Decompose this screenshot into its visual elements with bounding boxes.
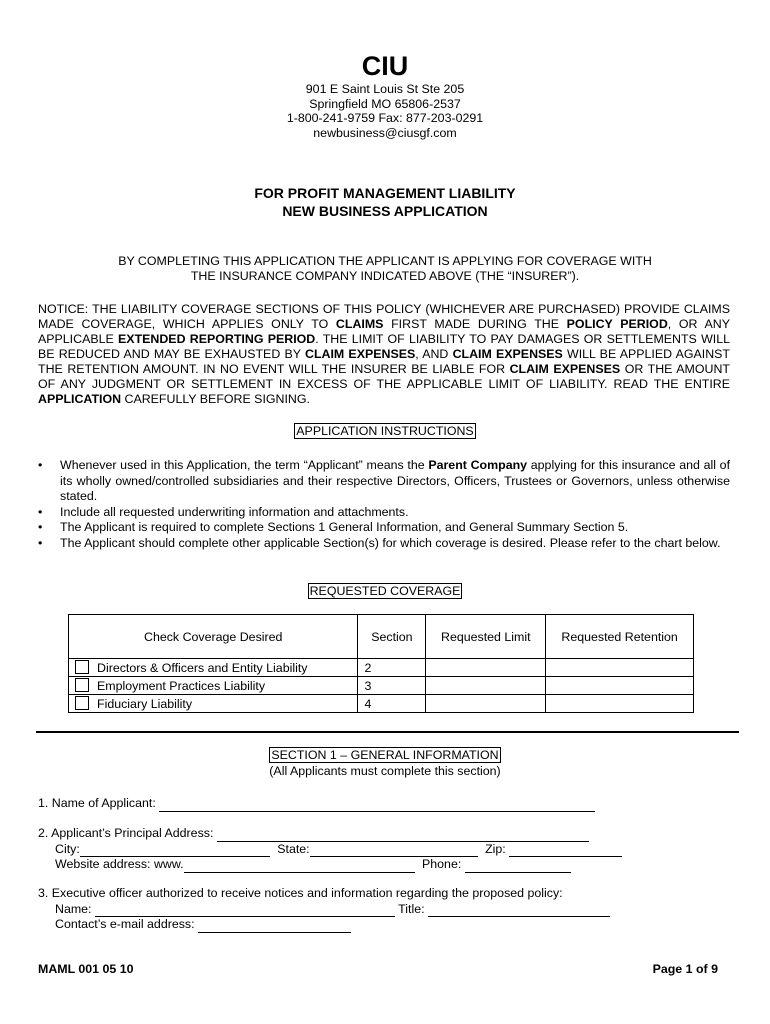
question-2 (38, 826, 738, 873)
list-item-bold: Parent Company (428, 458, 528, 472)
field-label: Website address: www. (55, 857, 184, 871)
bullet-icon: • (38, 535, 43, 550)
field-label: City: (55, 841, 80, 856)
notice-text: OR THE AMOUNT OF ANY JUDGMENT OR SETTLEMENT IN EXCESS OF THE APPLICABLE LIMIT OF LIABILITY. READ THE ENTIRE (38, 362, 730, 391)
notice-paragraph (38, 302, 730, 407)
notice-bold: POLICY PERIOD (566, 317, 668, 331)
coverage-label: Directors & Officers and Entity Liability (97, 660, 308, 675)
table-row (69, 677, 694, 695)
contact-email-field[interactable] (198, 919, 351, 933)
intro-line-2: THE INSURANCE COMPANY INDICATED ABOVE (THE “INSURER”). (190, 268, 580, 283)
requested-limit-cell[interactable] (426, 677, 546, 695)
section1-subheading: (All Applicants must complete this section) (269, 764, 501, 778)
principal-address-row (38, 826, 738, 842)
section-divider (36, 731, 739, 733)
email-address: newbusiness@ciusgf.com (313, 125, 457, 140)
title-line-1: FOR PROFIT MANAGEMENT LIABILITY (254, 185, 516, 201)
requested-retention-cell[interactable] (546, 659, 694, 677)
list-item (38, 520, 730, 536)
instructions-heading: APPLICATION INSTRUCTIONS (296, 424, 474, 438)
page-number: Page 1 of 9 (652, 962, 718, 976)
contact-email-row (38, 917, 738, 933)
coverage-checkbox-fiduciary[interactable] (75, 696, 89, 710)
notice-bold: CLAIM EXPENSES (305, 347, 416, 361)
bullet-icon: • (38, 520, 43, 535)
column-header: Requested Retention (546, 615, 694, 659)
notice-text: , AND (415, 347, 453, 361)
coverage-cell (69, 695, 358, 713)
website-field[interactable] (184, 859, 415, 873)
address-line-2: Springfield MO 65806-2537 (309, 96, 461, 111)
table-header-row (69, 615, 694, 659)
notice-text: NOTICE: THE LIABILITY COVERAGE SECTIONS OF THIS POLICY (WHICHEVER ARE PURCHASED) PROVIDE CLAIMS MADE COVERAGE, WHICH APPLIES ONLY TO (38, 302, 730, 331)
question-1 (38, 796, 738, 812)
column-header: Section (358, 615, 426, 659)
form-number: MAML 001 05 10 (38, 962, 134, 976)
bullet-icon: • (38, 504, 43, 519)
list-item-text: Include all requested underwriting information and attachments. (60, 504, 409, 519)
document-title (0, 184, 770, 220)
field-label: 1. Name of Applicant: (38, 796, 156, 810)
column-header: Check Coverage Desired (69, 615, 358, 659)
requested-retention-cell[interactable] (546, 677, 694, 695)
list-item-text: applying for this insurance and all of its wholly owned/controlled subsidiaries and their respective Directors, Officers, Trustees or Governors, unless otherwise stated. (60, 458, 731, 504)
section1-heading: SECTION 1 – GENERAL INFORMATION (271, 748, 499, 762)
city-field[interactable] (80, 843, 270, 857)
table-row (69, 659, 694, 677)
coverage-table (68, 614, 694, 713)
coverage-label: Fiduciary Liability (97, 696, 193, 711)
state-field[interactable] (310, 843, 478, 857)
requested-limit-cell[interactable] (426, 695, 546, 713)
intro-statement (0, 254, 770, 283)
section-cell: 2 (358, 659, 426, 677)
list-item-text: The Applicant should complete other applicable Section(s) for which coverage is desired. Please refer to the chart below. (60, 535, 721, 550)
coverage-label: Employment Practices Liability (97, 678, 266, 693)
requested-limit-cell[interactable] (426, 659, 546, 677)
column-header: Requested Limit (426, 615, 546, 659)
phone-fax: 1-800-241-9759 Fax: 877-203-0291 (286, 111, 484, 125)
section-cell: 3 (358, 677, 426, 695)
list-item (38, 458, 730, 505)
table-row (69, 695, 694, 713)
notice-bold: CLAIMS (335, 317, 384, 331)
field-label: Phone: (422, 857, 462, 871)
coverage-cell (69, 659, 358, 677)
website-phone-row (38, 857, 738, 873)
bullet-icon: • (38, 458, 43, 472)
officer-title-field[interactable] (428, 903, 610, 917)
principal-address-field[interactable] (217, 828, 589, 842)
coverage-checkbox-d-and-o[interactable] (75, 660, 89, 674)
question-3 (38, 886, 738, 933)
intro-line-1: BY COMPLETING THIS APPLICATION THE APPLICANT IS APPLYING FOR COVERAGE WITH (118, 254, 652, 268)
list-item-text: Whenever used in this Application, the term “Applicant” means the (60, 458, 429, 472)
notice-text: . THE LIMIT OF LIABILITY TO PAY DAMAGES OR SETTLEMENTS WILL BE REDUCED AND MAY BE EXHAUSTED BY (38, 332, 731, 361)
coverage-heading-wrap (0, 583, 770, 599)
field-label: 3. Executive officer authorized to receive notices and information regarding the proposed policy: (38, 886, 563, 900)
list-item (38, 505, 730, 521)
notice-text: WILL BE APPLIED AGAINST THE RETENTION AMOUNT. IN NO EVENT WILL THE INSURER BE LIABLE FOR (38, 347, 730, 376)
coverage-heading: REQUESTED COVERAGE (309, 584, 461, 598)
coverage-checkbox-epl[interactable] (75, 678, 89, 692)
field-label: Zip: (485, 841, 506, 856)
zip-field[interactable] (509, 843, 622, 857)
section-cell: 4 (358, 695, 426, 713)
section1-header (0, 747, 770, 779)
company-name: CIU (361, 51, 409, 81)
notice-bold: CLAIM EXPENSES (452, 347, 563, 361)
officer-name-field[interactable] (95, 903, 395, 917)
phone-field[interactable] (465, 859, 571, 873)
notice-bold: CLAIM EXPENSES (509, 362, 621, 376)
instructions-list (38, 458, 730, 552)
notice-bold: EXTENDED REPORTING PERIOD (118, 332, 316, 346)
instructions-heading-wrap (0, 423, 770, 439)
title-line-2: NEW BUSINESS APPLICATION (282, 203, 488, 219)
notice-text: CAREFULLY BEFORE SIGNING. (121, 392, 310, 406)
notice-text: FIRST MADE DURING THE (383, 317, 567, 331)
list-item-text: The Applicant is required to complete Sections 1 General Information, and General Summary Section 5. (60, 520, 629, 535)
notice-bold: APPLICATION (38, 392, 122, 406)
applicant-name-field[interactable] (159, 798, 595, 812)
letterhead (0, 50, 770, 140)
field-label: Title: (398, 901, 425, 916)
address-line-1: 901 E Saint Louis St Ste 205 (305, 82, 465, 96)
officer-name-title-row (38, 902, 738, 918)
coverage-cell (69, 677, 358, 695)
field-label: 2. Applicant’s Principal Address: (38, 826, 214, 840)
field-label: State: (277, 841, 310, 856)
requested-retention-cell[interactable] (546, 695, 694, 713)
field-label: Name: (55, 901, 92, 916)
city-state-zip-row (38, 842, 738, 858)
notice-text: , OR ANY APPLICABLE (38, 317, 730, 346)
field-label: Contact’s e-mail address: (55, 917, 195, 931)
list-item (38, 536, 730, 552)
